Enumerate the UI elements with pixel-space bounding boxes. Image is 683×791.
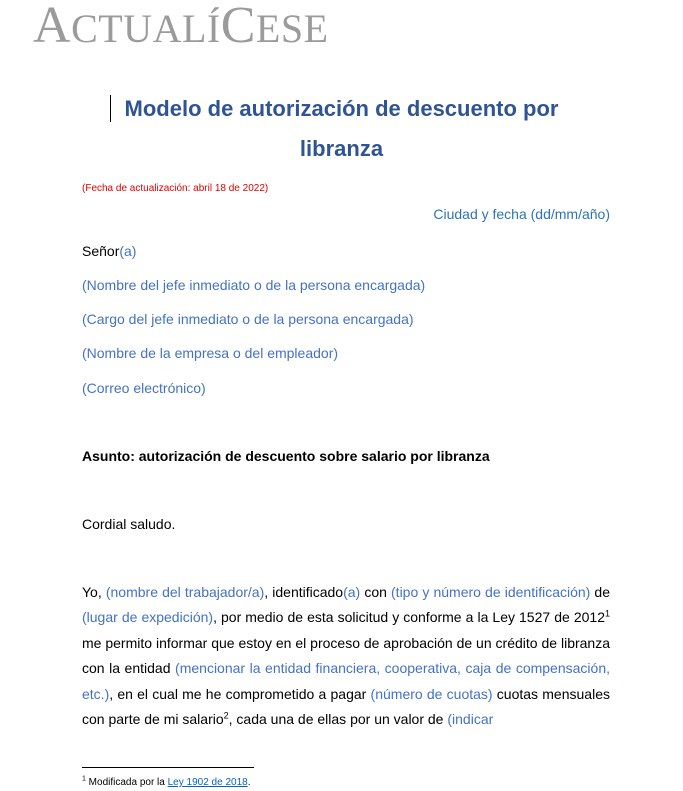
footnote-separator xyxy=(82,767,254,768)
entity-placeholder: (mencionar la entidad financiera, cooperativa, caja de compensación, etc.) xyxy=(82,660,610,702)
gender-placeholder: (a) xyxy=(343,584,361,600)
greeting: Cordial saludo. xyxy=(82,516,176,532)
issue-place-placeholder: (lugar de expedición) xyxy=(82,609,214,626)
actualicese-logo: ACTUALÍCESE xyxy=(33,0,329,54)
document-title-line-1: Modelo de autorización de descuento por xyxy=(124,96,559,121)
boss-position-placeholder: (Cargo del jefe inmediato o de la persona encargada) xyxy=(82,311,414,327)
footnote-ref-2: 2 xyxy=(223,710,229,721)
document-title-line-2: libranza xyxy=(299,136,384,161)
company-placeholder: (Nombre de la empresa o del empleador) xyxy=(82,345,339,361)
salutation xyxy=(82,243,136,259)
worker-name-placeholder: (nombre del trabajador/a) xyxy=(105,584,265,600)
body-paragraph: Yo, (nombre del trabajador/a), identificado(a) con (tipo y número de identificación) de (lugar de expedición), por medio de esta solicitud y conforme a la Ley 1527 de 2012$^1$ me permito informar que estoy en el proceso de aprobación de un crédito de libranza con la entidad (mencionar la entidad financiera, cooperativa, caja de compensación, etc.), en el cual me he comprometido a pagar (número de cuotas) cuotas mensuales con parte de mi salario$^2$, cada una de ellas por un valor de (indicar xyxy=(82,584,611,728)
law-link[interactable]: Ley 1902 de 2018 xyxy=(167,777,248,788)
email-placeholder: (Correo electrónico) xyxy=(82,380,206,396)
installments-placeholder: (número de cuotas) xyxy=(370,685,493,702)
subject-line: Asunto: autorización de descuento sobre salario por libranza xyxy=(82,448,490,464)
boss-name-placeholder: (Nombre del jefe inmediato o de la persona encargada) xyxy=(82,277,426,293)
value-placeholder: (indicar xyxy=(447,711,494,728)
salutation-gender-placeholder: (a) xyxy=(119,243,137,259)
city-date-placeholder: Ciudad y fecha (dd/mm/año) xyxy=(433,206,610,222)
footnote-1: $^1$ Modificada por la Ley 1902 de 2018. xyxy=(82,775,251,788)
id-type-number-placeholder: (tipo y número de identificación) xyxy=(391,584,591,600)
salutation-text: Señor xyxy=(82,243,120,259)
update-date-note: (Fecha de actualización: abril 18 de 2022) xyxy=(82,183,269,194)
footnote-ref-1: 1 xyxy=(604,608,610,619)
